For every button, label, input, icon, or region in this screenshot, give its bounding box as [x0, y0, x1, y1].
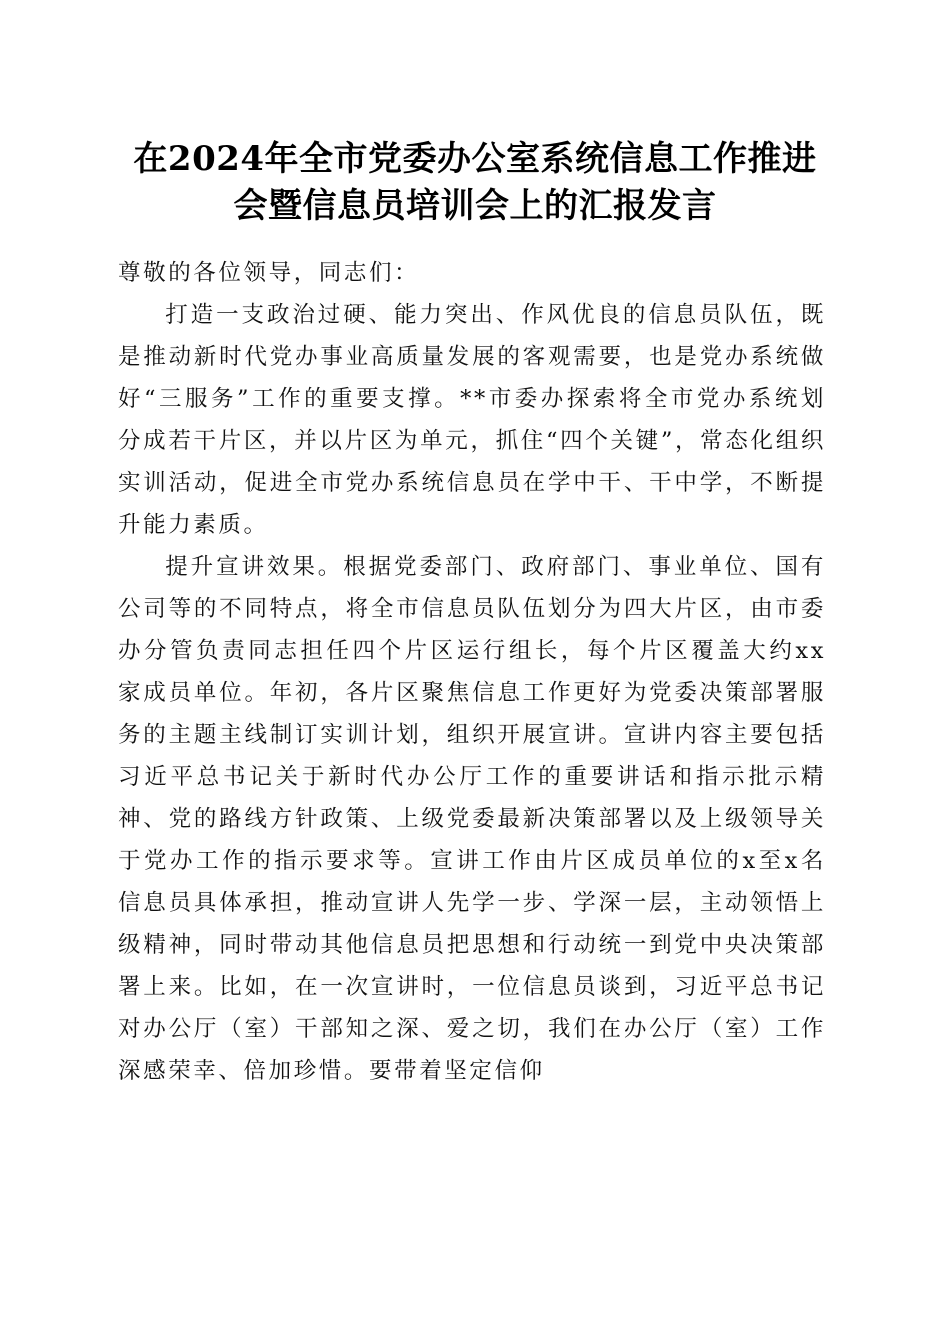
salutation: 尊敬的各位领导，同志们： [118, 260, 420, 286]
paragraph-intro: 打造一支政治过硬、能力突出、作风优良的信息员队伍，既是推动新时代党办事业高质量发展的客观需要，也是党办系统做好“三服务”工作的重要支撑。**市委办探索将全市党办系统划分成若干片区，并以片区为单元，抓住“四个关键”，常态化组织实训活动，促进全市党办系统信息员在学中干、干中学，不断提升能力素质。 [118, 302, 826, 538]
document-title [118, 136, 832, 230]
title-line-2: 会暨信息员培训会上的汇报发言 [233, 186, 717, 226]
document-body [118, 252, 826, 1092]
paragraph-publicity: 提升宣讲效果。根据党委部门、政府部门、事业单位、国有公司等的不同特点，将全市信息员队伍划分为四大片区，由市委办分管负责同志担任四个片区运行组长，每个片区覆盖大约xx家成员单位。年初，各片区聚焦信息工作更好为党委决策部署服务的主题主线制订实训计划，组织开展宣讲。宣讲内容主要包括习近平总书记关于新时代办公厅工作的重要讲话和指示批示精神、党的路线方针政策、上级党委最新决策部署以及上级领导关于党办工作的指示要求等。宣讲工作由片区成员单位的x至x名信息员具体承担，推动宣讲人先学一步、学深一层，主动领悟上级精神，同时带动其他信息员把思想和行动统一到党中央决策部署上来。比如，在一次宣讲时，一位信息员谈到，习近平总书记对办公厅（室）干部知之深、爱之切，我们在办公厅（室）工作深感荣幸、倍加珍惜。要带着坚定信仰 [118, 554, 826, 1084]
title-line-1: 在2024年全市党委办公室系统信息工作推进 [133, 139, 817, 179]
